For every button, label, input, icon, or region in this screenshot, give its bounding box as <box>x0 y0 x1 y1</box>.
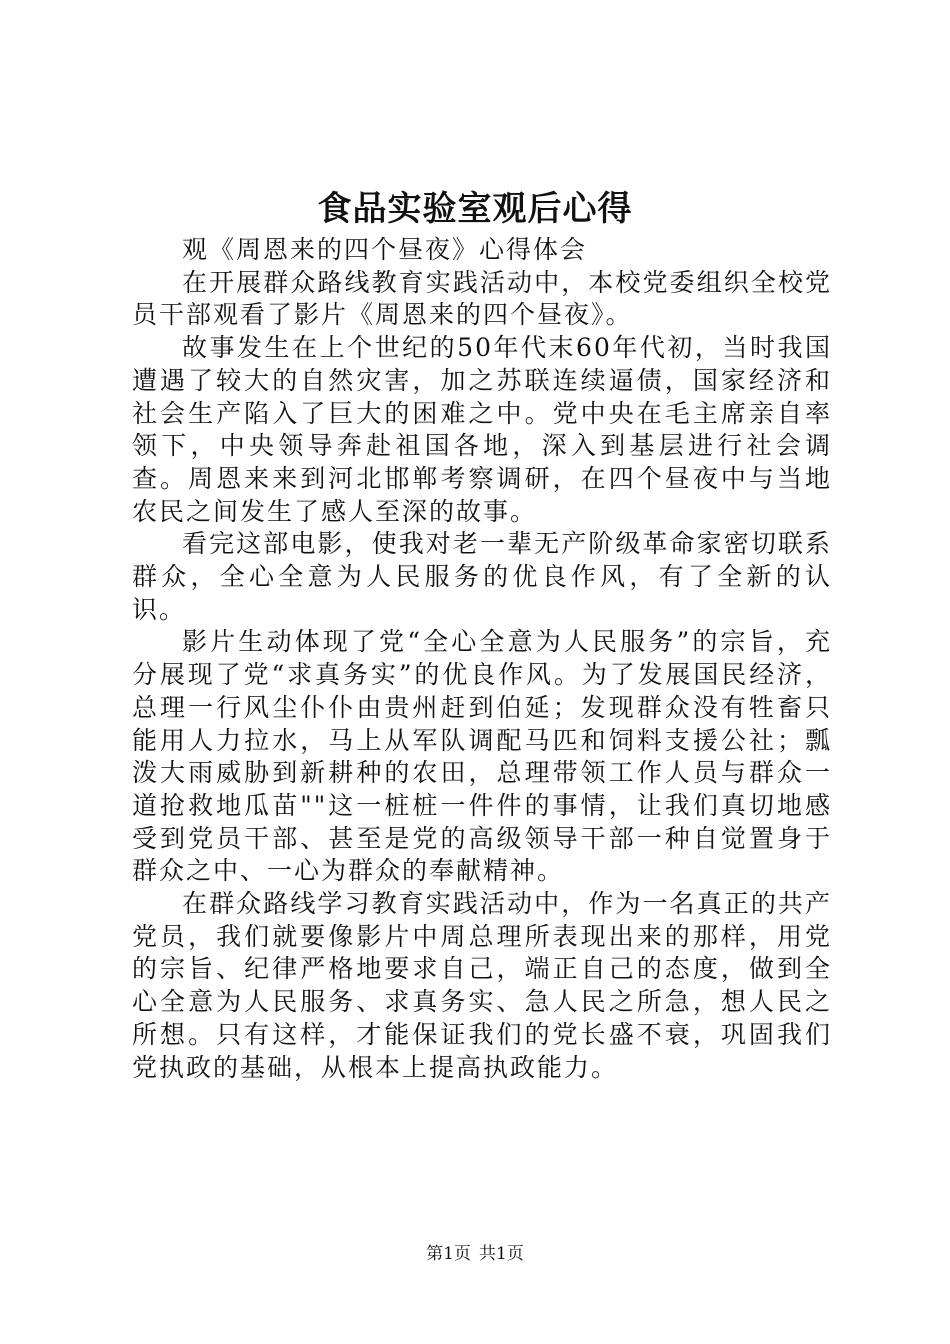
document-body <box>132 234 832 1084</box>
body-paragraph: 在群众路线学习教育实践活动中，作为一名真正的共产党员，我们就要像影片中周总理所表现出来的那样，用党的宗旨、纪律严格地要求自己，端正自己的态度，做到全心全意为人民服务、求真务实、急人民之所急，想人民之所想。只有这样，才能保证我们的党长盛不衰，巩固我们党执政的基础，从根本上提高执政能力。 <box>132 889 832 1082</box>
body-paragraph: 在开展群众路线教育实践活动中，本校党委组织全校党员干部观看了影片《周恩来的四个昼夜》。 <box>132 267 832 330</box>
page-total: 共1页 <box>479 1244 524 1264</box>
body-paragraph: 影片生动体现了党“全心全意为人民服务”的宗旨，充分展现了党“求真务实”的优良作风。为了发展国民经济，总理一行风尘仆仆由贵州赶到伯延；发现群众没有牲畜只能用人力拉水，马上从军队调配马匹和饲料支援公社；瓢泼大雨威胁到新耕种的农田，总理带领工作人员与群众一道抢救地瓜苗""这一桩桩一件件的事情，让我们真切地感受到党员干部、甚至是党的高级领导干部一种自觉置身于群众之中、一心为群众的奉献精神。 <box>132 627 832 886</box>
page-number: 第1页 <box>426 1244 471 1264</box>
body-paragraph: 故事发生在上个世纪的50年代末60年代初，当时我国遭遇了较大的自然灾害，加之苏联连续逼债，国家经济和社会生产陷入了巨大的困难之中。党中央在毛主席亲自率领下，中央领导奔赴祖国各地，深入到基层进行社会调查。周恩来来到河北邯郸考察调研，在四个昼夜中与当地农民之间发生了感人至深的故事。 <box>132 333 832 526</box>
page-footer <box>0 1243 950 1265</box>
subtitle-paragraph: 观《周恩来的四个昼夜》心得体会 <box>182 235 588 264</box>
body-paragraph: 看完这部电影，使我对老一辈无产阶级革命家密切联系群众，全心全意为人民服务的优良作风，有了全新的认识。 <box>132 529 832 624</box>
document-title: 食品实验室观后心得 <box>317 189 633 229</box>
